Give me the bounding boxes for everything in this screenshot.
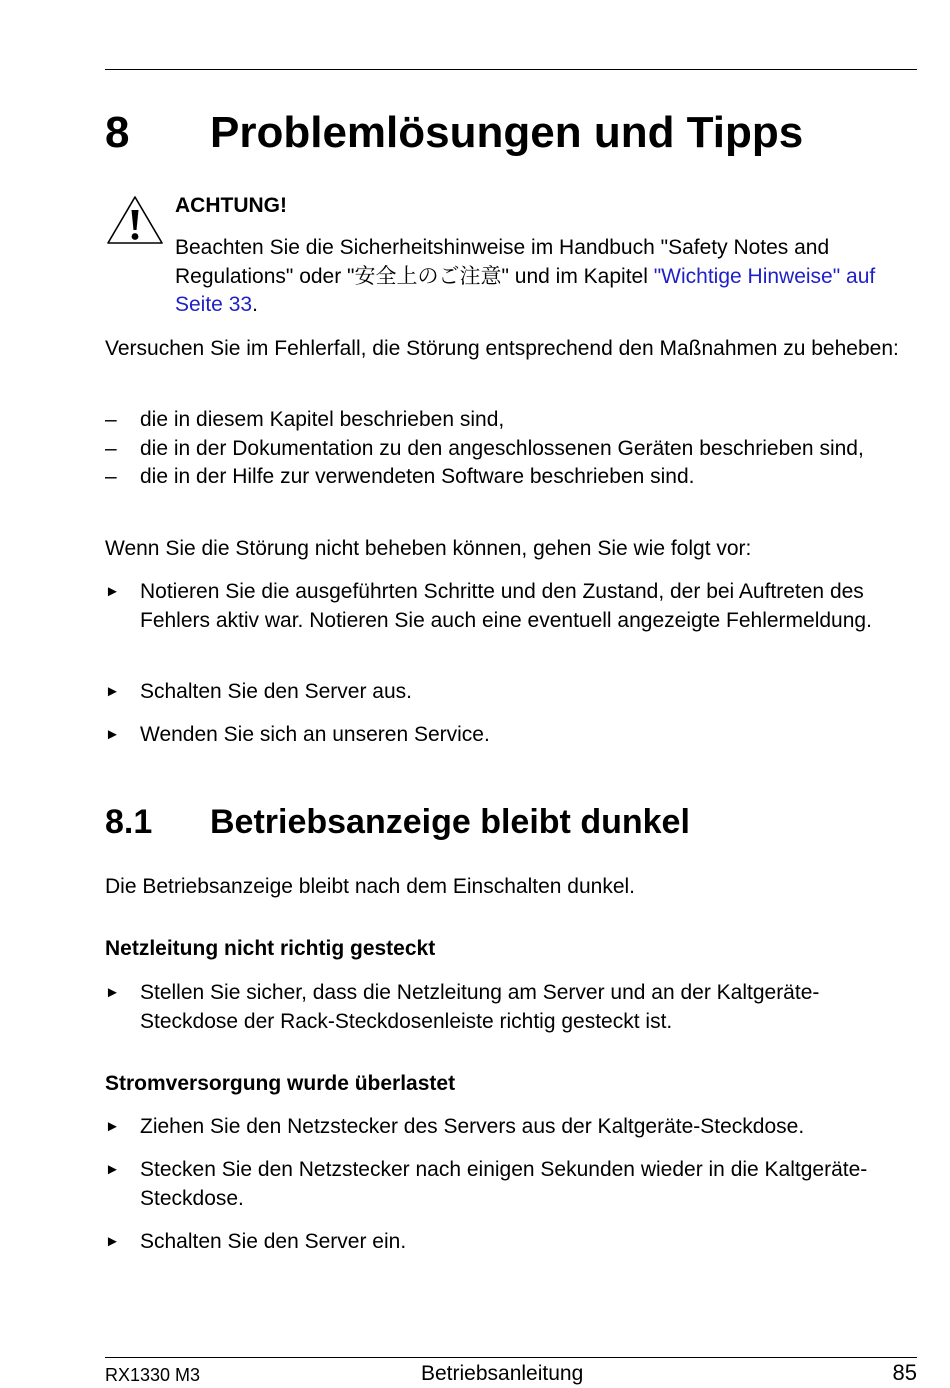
subheading-power-overload: Stromversorgung wurde überlastet (105, 1072, 456, 1095)
footer-manual-title: Betriebsanleitung (421, 1362, 584, 1385)
step-item (105, 678, 917, 707)
header-rule (105, 69, 917, 70)
section-title-text: Betriebsanzeige bleibt dunkel (210, 803, 690, 841)
step-text: Schalten Sie den Server ein. (140, 1230, 407, 1253)
dash-marker: – (105, 465, 117, 489)
step-item (105, 721, 917, 750)
step-item (105, 578, 917, 635)
procedure-paragraph: Wenn Sie die Störung nicht beheben können, gehen Sie wie folgt vor: (105, 537, 752, 560)
list-item (105, 435, 917, 464)
footer-rule (105, 1357, 917, 1358)
warning-text-body: Beachten Sie die Sicherheitshinweise im Handbuch "Safety Notes and Regulations" oder "安全上のご注意" und im Kapitel (175, 236, 830, 288)
page-number: 85 (892, 1360, 917, 1385)
dash-marker: – (105, 436, 117, 460)
step-text: Wenden Sie sich an unseren Service. (140, 723, 490, 746)
warning-text (175, 234, 920, 320)
section-intro: Die Betriebsanzeige bleibt nach dem Einschalten dunkel. (105, 875, 635, 898)
arrow-icon: ► (105, 726, 120, 743)
intro-paragraph: Versuchen Sie im Fehlerfall, die Störung entsprechend den Maßnahmen zu beheben: (105, 337, 899, 360)
step-item (105, 1228, 917, 1257)
list-item (105, 406, 917, 435)
step-text: Stecken Sie den Netzstecker nach einigen Sekunden wieder in die Kaltgeräte-Steckdose. (140, 1158, 868, 1210)
list-item-text: die in der Hilfe zur verwendeten Software beschrieben sind. (140, 465, 695, 489)
arrow-icon: ► (105, 1233, 120, 1250)
chapter-title-text: Problemlösungen und Tipps (210, 108, 804, 157)
section-number: 8.1 (105, 803, 153, 841)
measures-list (105, 406, 917, 492)
warning-link[interactable]: "Wichtige Hinweise" auf Seite 33 (175, 264, 876, 317)
step-item (105, 1156, 917, 1213)
arrow-icon: ► (105, 1161, 120, 1178)
step-item (105, 1113, 917, 1142)
warning-text-end: . (252, 293, 258, 317)
step-text: Notieren Sie die ausgeführten Schritte und den Zustand, der bei Auftreten des Fehlers aktiv war. Notieren Sie auch eine eventuell angezeigte Fehlermeldung. (140, 580, 872, 632)
list-item-text: die in diesem Kapitel beschrieben sind, (140, 408, 505, 431)
list-item-text: die in der Dokumentation zu den angeschlossenen Geräten beschrieben sind, (140, 436, 864, 460)
list-item (105, 463, 917, 492)
arrow-icon: ► (105, 984, 120, 1001)
dash-marker: – (105, 408, 117, 431)
arrow-icon: ► (105, 1118, 120, 1135)
step-item (105, 979, 917, 1036)
warning-triangle-icon (105, 194, 165, 248)
warning-title: ACHTUNG! (175, 194, 287, 217)
step-text: Schalten Sie den Server aus. (140, 680, 412, 703)
step-text: Ziehen Sie den Netzstecker des Servers aus der Kaltgeräte-Steckdose. (140, 1115, 805, 1138)
section-title (105, 800, 690, 844)
arrow-icon: ► (105, 583, 120, 600)
arrow-icon: ► (105, 683, 120, 700)
subheading-power-cable: Netzleitung nicht richtig gesteckt (105, 937, 436, 960)
step-text: Stellen Sie sicher, dass die Netzleitung am Server und an der Kaltgeräte-Steckdose der Rack-Steckdosenleiste richtig gesteckt ist. (140, 981, 820, 1033)
chapter-number: 8 (105, 108, 130, 157)
chapter-title (105, 106, 803, 160)
footer-model: RX1330 M3 (105, 1365, 201, 1385)
